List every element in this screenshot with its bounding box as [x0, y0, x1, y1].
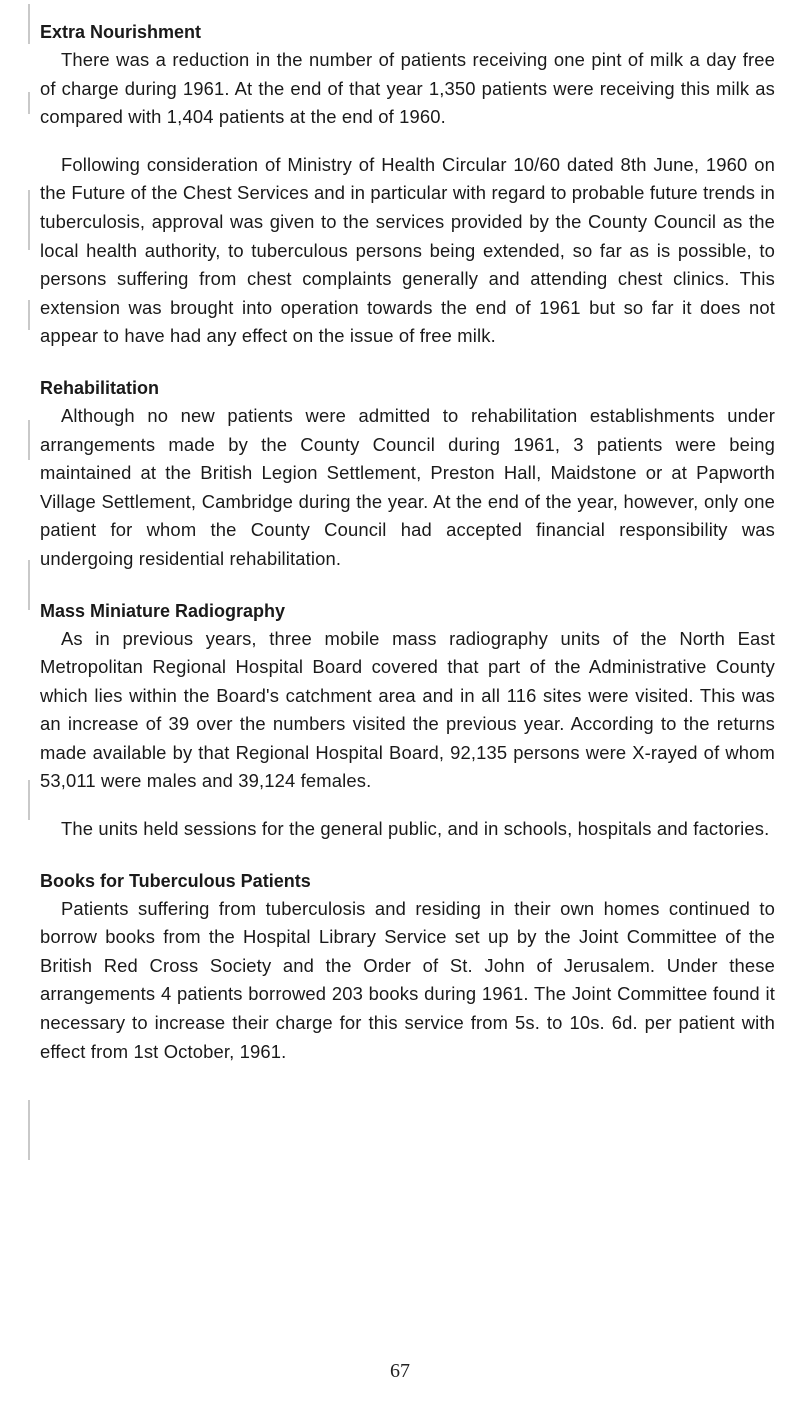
section-heading: Books for Tuberculous Patients	[40, 870, 311, 891]
section-heading: Extra Nourishment	[40, 22, 202, 42]
section-heading: Mass Miniature Radiography	[40, 600, 286, 621]
section-books-for-tuberculous-patients	[40, 867, 775, 1067]
section-rehabilitation	[40, 374, 775, 574]
paragraph: Following consideration of Ministry of Health Circular 10/60 dated 8th June, 1960 on the Future of the Chest Services and in particular with regard to probable future trends in tuberculosis, approval was given to the services provided by the County Council as the local health authority, to tuberculous persons being extended, so far as is possible, to persons suffering from chest complaints generally and attending chest clinics. This extension was brought into operation towards the end of 1961 but so far it does not appear to have had any effect on the issue of free milk.	[40, 153, 775, 347]
page-number: 67	[390, 1360, 410, 1382]
scan-margin-marks	[28, 0, 31, 1409]
paragraph: There was a reduction in the number of patients receiving one pint of milk a day free of charge during 1961. At the end of that year 1,350 patients were receiving this milk as compared with 1,404 patients at the end of 1960.	[40, 49, 775, 128]
document-body	[40, 18, 775, 1066]
paragraph: Although no new patients were admitted to rehabilitation establishments under arrangements made by the County Council during 1961, 3 patients were being maintained at the British Legion Settlement, Preston Hall, Maidstone or at Papworth Village Settlement, Cambridge during the year. At the end of the year, however, only one patient for whom the County Council had accepted financial responsibility was undergoing residential rehabilitation.	[40, 404, 775, 569]
paragraph: The units held sessions for the general public, and in schools, hospitals and factories.	[61, 818, 770, 840]
section-mass-miniature-radiography	[40, 597, 775, 844]
paragraph: As in previous years, three mobile mass radiography units of the North East Metropolitan Regional Hospital Board covered that part of the Administrative County which lies within the Board's catchment area and in all 116 sites were visited. This was an increase of 39 over the numbers visited the previous year. According to the returns made available by that Regional Hospital Board, 92,135 persons were X-rayed of whom 53,011 were males and 39,124 females.	[40, 627, 775, 792]
section-heading: Rehabilitation	[40, 377, 160, 398]
section-extra-nourishment	[40, 18, 775, 351]
paragraph: Patients suffering from tuberculosis and residing in their own homes continued to borrow books from the Hospital Library Service set up by the Joint Committee of the British Red Cross Society and the Order of St. John of Jerusalem. Under these arrangements 4 patients borrowed 203 books during 1961. The Joint Committee found it necessary to increase their charge for this service from 5s. to 10s. 6d. per patient with effect from 1st October, 1961.	[40, 897, 775, 1062]
